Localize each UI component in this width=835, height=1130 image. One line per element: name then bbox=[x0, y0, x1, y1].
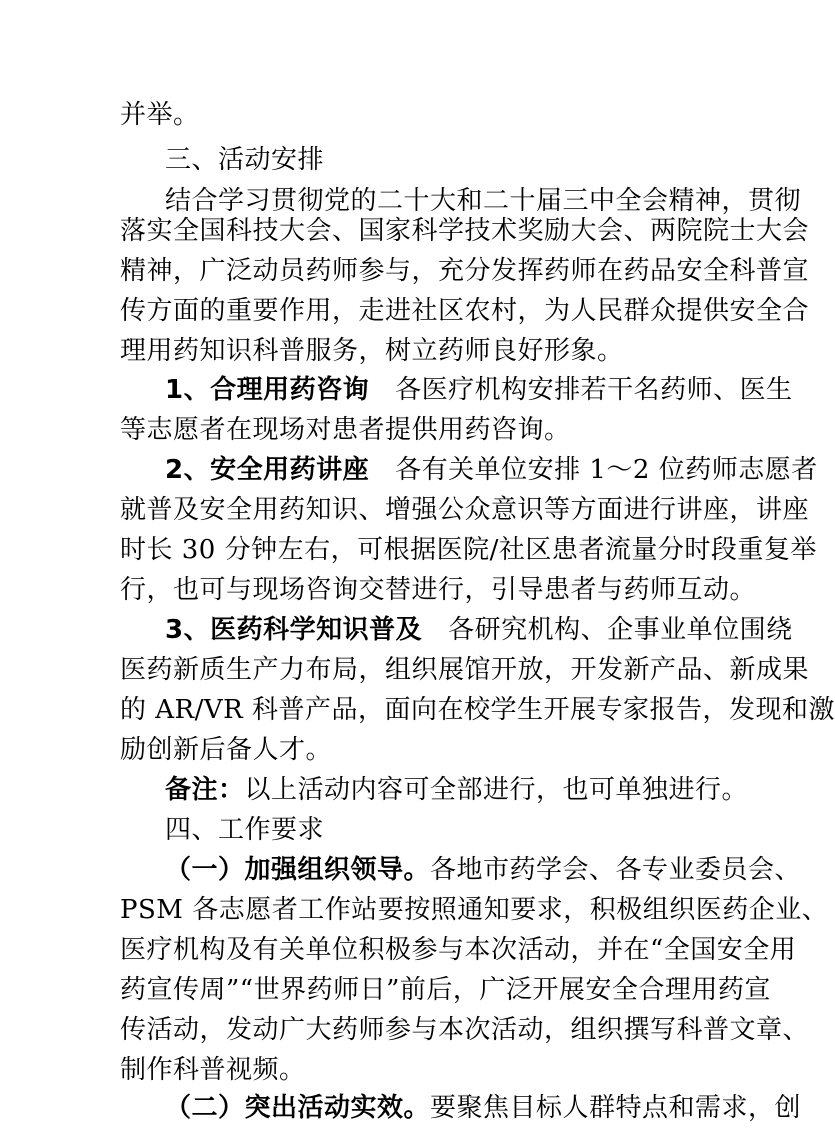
paragraph-line: 落实全国科技大会、国家科学技术奖励大会、两院院士大会 bbox=[120, 216, 810, 246]
paragraph-line: 等志愿者在现场对患者提供用药咨询。 bbox=[120, 415, 571, 445]
subsection-effectiveness-title: （二）突出活动实效。 bbox=[165, 1093, 431, 1123]
item-consultation-title: 1、合理用药咨询 bbox=[165, 375, 370, 405]
subsection-leadership-title: （一）加强组织领导。 bbox=[165, 855, 431, 885]
note-text: 以上活动内容可全部进行，也可单独进行。 bbox=[244, 775, 749, 805]
paragraph-line: 传方面的重要作用，走进社区农村，为人民群众提供安全合 bbox=[120, 296, 810, 326]
subsection-effectiveness-line bbox=[165, 1088, 802, 1128]
item-consultation-line bbox=[165, 370, 793, 410]
paragraph-line: 的 AR/VR 科普产品，面向在校学生开展专家报告，发现和激 bbox=[120, 695, 835, 725]
note-line bbox=[165, 770, 749, 810]
paragraph-line: 医疗机构及有关单位积极参与本次活动，并在“全国安全用 bbox=[120, 935, 797, 965]
item-consultation-text: 各医疗机构安排若干名药师、医生 bbox=[395, 375, 793, 405]
item-lecture-text: 各有关单位安排 1～2 位药师志愿者 bbox=[395, 455, 818, 485]
paragraph-line: 就普及安全用药知识、增强公众意识等方面进行讲座，讲座 bbox=[120, 495, 810, 525]
item-popularization-title: 3、医药科学知识普及 bbox=[165, 615, 423, 645]
paragraph-line: 行，也可与现场咨询交替进行，引导患者与药师互动。 bbox=[120, 575, 757, 605]
section-heading-work-requirements: 四、工作要求 bbox=[165, 815, 325, 845]
subsection-leadership-line bbox=[165, 850, 802, 890]
paragraph-line: 传活动，发动广大药师参与本次活动，组织撰写科普文章、 bbox=[120, 1015, 810, 1045]
item-lecture-line bbox=[165, 450, 818, 490]
item-lecture-title: 2、安全用药讲座 bbox=[165, 455, 370, 485]
item-popularization-line bbox=[165, 610, 793, 650]
paragraph-line: 药宣传周”“世界药师日”前后，广泛开展安全合理用药宣 bbox=[120, 975, 771, 1005]
item-popularization-text: 各研究机构、企事业单位围绕 bbox=[448, 615, 793, 645]
subsection-effectiveness-text: 要聚焦目标人群特点和需求，创 bbox=[430, 1093, 802, 1123]
note-label: 备注： bbox=[165, 775, 245, 805]
paragraph-line: 励创新后备人才。 bbox=[120, 735, 333, 765]
text-line: 并举。 bbox=[120, 100, 200, 130]
section-heading-activity-arrangement: 三、活动安排 bbox=[165, 145, 325, 175]
subsection-leadership-text: 各地市药学会、各专业委员会、 bbox=[430, 855, 802, 885]
paragraph-line: 制作科普视频。 bbox=[120, 1055, 306, 1085]
paragraph-line: PSM 各志愿者工作站要按照通知要求，积极组织医药企业、 bbox=[120, 895, 829, 925]
paragraph-line: 时长 30 分钟左右，可根据医院/社区患者流量分时段重复举 bbox=[120, 535, 817, 565]
paragraph-line: 精神，广泛动员药师参与，充分发挥药师在药品安全科普宣 bbox=[120, 256, 810, 286]
paragraph-line: 理用药知识科普服务，树立药师良好形象。 bbox=[120, 336, 624, 366]
paragraph-line: 医药新质生产力布局，组织展馆开放，开发新产品、新成果 bbox=[120, 655, 810, 685]
paragraph-line: 结合学习贯彻党的二十大和二十届三中全会精神，贯彻 bbox=[165, 186, 802, 216]
